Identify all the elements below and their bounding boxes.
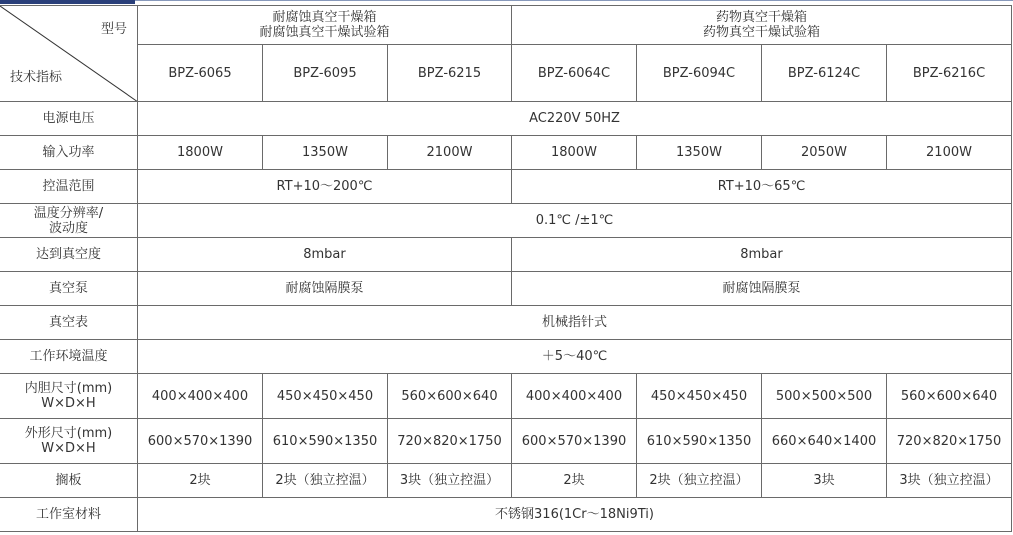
value-cell: 机械指针式: [138, 306, 1012, 340]
value-cell: 560×600×640: [388, 374, 512, 419]
value-cell: RT+10～65℃: [512, 170, 1012, 204]
row-label: 达到真空度: [0, 238, 138, 272]
value-cell: 2100W: [388, 136, 512, 170]
value-cell: 610×590×1350: [637, 419, 762, 464]
value-cell: 3块: [762, 464, 887, 498]
value-cell: 2块: [138, 464, 263, 498]
value-cell: 耐腐蚀隔膜泵: [512, 272, 1012, 306]
corner-header-cell: [0, 6, 138, 102]
model-cell: BPZ-6095: [263, 45, 388, 102]
row-label: 真空表: [0, 306, 138, 340]
value-cell: 2块: [512, 464, 637, 498]
value-cell: 450×450×450: [637, 374, 762, 419]
model-cell: BPZ-6124C: [762, 45, 887, 102]
value-cell: 3块（独立控温）: [887, 464, 1012, 498]
value-cell: 610×590×1350: [263, 419, 388, 464]
value-cell: 不锈钢316(1Cr～18Ni9Ti): [138, 498, 1012, 532]
value-cell: 1800W: [138, 136, 263, 170]
model-cell: BPZ-6065: [138, 45, 263, 102]
model-cell: BPZ-6216C: [887, 45, 1012, 102]
value-cell: 400×400×400: [138, 374, 263, 419]
value-cell: 600×570×1390: [512, 419, 637, 464]
row-label: 温度分辨率/ 波动度: [0, 204, 138, 238]
row-label: 外形尺寸(mm) W×D×H: [0, 419, 138, 464]
header-accent-bar: [0, 0, 135, 4]
row-label: 电源电压: [0, 102, 138, 136]
model-cell: BPZ-6064C: [512, 45, 637, 102]
model-cell: BPZ-6094C: [637, 45, 762, 102]
value-cell: 500×500×500: [762, 374, 887, 419]
row-label: 工作室材料: [0, 498, 138, 532]
value-cell: 450×450×450: [263, 374, 388, 419]
value-cell: 3块（独立控温）: [388, 464, 512, 498]
value-cell: AC220V 50HZ: [138, 102, 1012, 136]
value-cell: 8mbar: [138, 238, 512, 272]
row-label: 真空泵: [0, 272, 138, 306]
spec-table: [0, 5, 1012, 532]
model-cell: BPZ-6215: [388, 45, 512, 102]
value-cell: 耐腐蚀隔膜泵: [138, 272, 512, 306]
value-cell: 2块（独立控温）: [637, 464, 762, 498]
value-cell: 720×820×1750: [388, 419, 512, 464]
value-cell: 2块（独立控温）: [263, 464, 388, 498]
row-label: 内胆尺寸(mm) W×D×H: [0, 374, 138, 419]
value-cell: 660×640×1400: [762, 419, 887, 464]
value-cell: 0.1℃ /±1℃: [138, 204, 1012, 238]
model-header-label: 型号: [100, 22, 127, 37]
group-header-pharma: 药物真空干燥箱 药物真空干燥试验箱: [512, 6, 1012, 45]
value-cell: 8mbar: [512, 238, 1012, 272]
row-label: 工作环境温度: [0, 340, 138, 374]
value-cell: 560×600×640: [887, 374, 1012, 419]
diagonal-divider: [0, 6, 138, 102]
value-cell: RT+10～200℃: [138, 170, 512, 204]
value-cell: 1350W: [637, 136, 762, 170]
row-label: 输入功率: [0, 136, 138, 170]
value-cell: 1800W: [512, 136, 637, 170]
value-cell: 1350W: [263, 136, 388, 170]
value-cell: 720×820×1750: [887, 419, 1012, 464]
row-label: 搁板: [0, 464, 138, 498]
group-header-corrosion: 耐腐蚀真空干燥箱 耐腐蚀真空干燥试验箱: [138, 6, 512, 45]
value-cell: 400×400×400: [512, 374, 637, 419]
value-cell: 600×570×1390: [138, 419, 263, 464]
header-rule: [135, 0, 1013, 1]
value-cell: ＋5～40℃: [138, 340, 1012, 374]
spec-header-label: 技术指标: [10, 70, 63, 85]
value-cell: 2050W: [762, 136, 887, 170]
row-label: 控温范围: [0, 170, 138, 204]
value-cell: 2100W: [887, 136, 1012, 170]
